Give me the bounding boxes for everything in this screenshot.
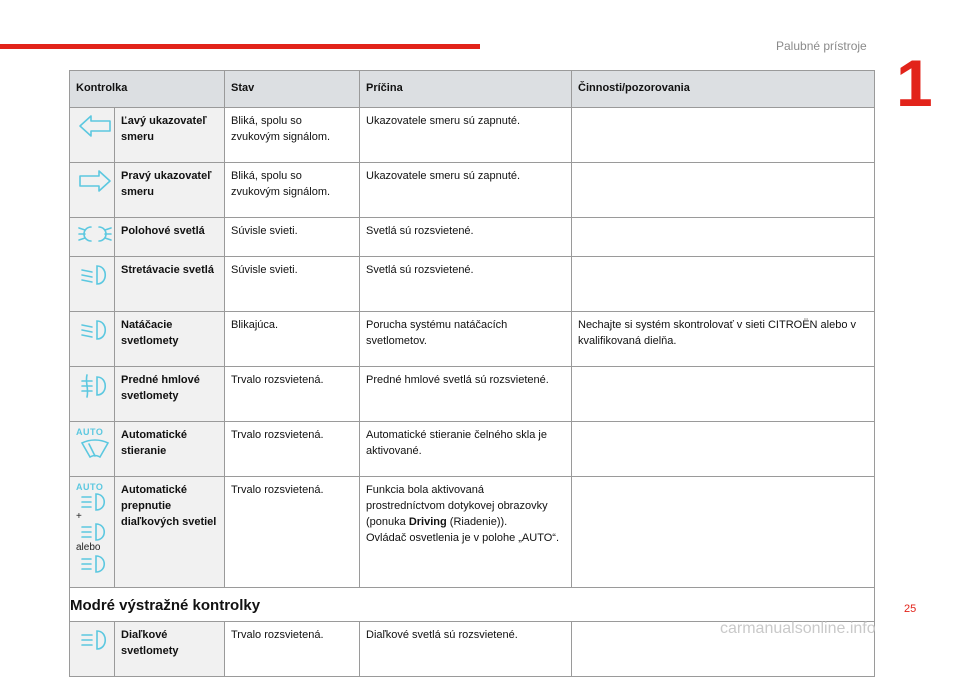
row-name: Predné hmlové svetlomety [115, 367, 225, 422]
section-heading-row [70, 588, 875, 622]
table-row [70, 477, 875, 588]
row-name: Ľavý ukazovateľ smeru [115, 108, 225, 163]
right-turn-arrow-icon [76, 168, 114, 194]
row-pricina: Ukazovatele smeru sú zapnuté. [360, 163, 572, 218]
row-cinnosti: Nechajte si systém skontrolovať v sieti CITROËN alebo v kvalifikovaná dielňa. [572, 312, 875, 367]
row-name: Pravý ukazovateľ smeru [115, 163, 225, 218]
row-name: Stretávacie svetlá [115, 257, 225, 312]
plus-sign: + [76, 511, 82, 522]
main-beam-icon [76, 522, 114, 542]
warning-lights-table [69, 70, 875, 677]
row-stav: Trvalo rozsvietená. [225, 367, 360, 422]
table-row [70, 422, 875, 477]
pricina-text: (Riadenie)). [446, 516, 508, 528]
auto-wiper-icon [76, 437, 114, 461]
row-cinnosti [572, 218, 875, 257]
row-name: Diaľkové svetlomety [115, 622, 225, 677]
row-cinnosti [572, 108, 875, 163]
row-cinnosti [572, 422, 875, 477]
row-cinnosti [572, 163, 875, 218]
dipped-beam-icon [76, 262, 114, 288]
row-cinnosti [572, 477, 875, 588]
row-name: Natáčacie svetlomety [115, 312, 225, 367]
auto-badge: AUTO [76, 427, 104, 437]
row-stav: Trvalo rozsvietená. [225, 622, 360, 677]
position-lights-icon [76, 223, 114, 245]
row-pricina: Ukazovatele smeru sú zapnuté. [360, 108, 572, 163]
chapter-number: 1 [896, 46, 933, 120]
main-beam-icon [76, 554, 114, 574]
row-stav: Trvalo rozsvietená. [225, 422, 360, 477]
row-stav: Súvisle svieti. [225, 218, 360, 257]
row-name: Polohové svetlá [115, 218, 225, 257]
row-pricina: Diaľkové svetlá sú rozsvietené. [360, 622, 572, 677]
table-header-row [70, 71, 875, 108]
left-turn-arrow-icon [76, 113, 114, 139]
row-stav: Súvisle svieti. [225, 257, 360, 312]
row-stav: Bliká, spolu so zvukovým signálom. [225, 108, 360, 163]
row-pricina: Predné hmlové svetlá sú rozsvietené. [360, 367, 572, 422]
auto-high-beam-icon [76, 492, 114, 512]
alternative-label: alebo [76, 542, 101, 553]
row-name: Automatické prepnutie diaľkových svetiel [115, 477, 225, 588]
auto-badge: AUTO [76, 482, 104, 492]
page-header-title: Palubné prístroje [776, 39, 867, 53]
section-title: Modré výstražné kontrolky [70, 597, 261, 614]
row-pricina: Svetlá sú rozsvietené. [360, 257, 572, 312]
table-row [70, 163, 875, 218]
pricina-text: Funkcia bola aktivovaná prostredníctvom dotykovej obrazovky (ponuka [366, 484, 548, 528]
table-row [70, 312, 875, 367]
table-row [70, 218, 875, 257]
col-header-pricina: Príčina [360, 71, 572, 108]
row-pricina: Porucha systému natáčacích svetlometov. [360, 312, 572, 367]
col-header-stav: Stav [225, 71, 360, 108]
row-cinnosti [572, 257, 875, 312]
col-header-cinnosti: Činnosti/pozorovania [572, 71, 875, 108]
pricina-text: Ovládač osvetlenia je v polohe „AUTO“. [366, 532, 559, 544]
row-stav: Trvalo rozsvietená. [225, 477, 360, 588]
front-fog-lights-icon [76, 372, 114, 400]
table-row [70, 108, 875, 163]
col-header-kontrolka: Kontrolka [70, 71, 225, 108]
row-stav: Blikajúca. [225, 312, 360, 367]
main-beam-icon [76, 627, 114, 653]
row-pricina: Svetlá sú rozsvietené. [360, 218, 572, 257]
cornering-lights-icon [76, 317, 114, 343]
table-row [70, 257, 875, 312]
page-number: 25 [904, 603, 917, 615]
row-pricina [360, 477, 572, 588]
row-stav: Bliká, spolu so zvukovým signálom. [225, 163, 360, 218]
menu-keyword: Driving [408, 516, 447, 528]
row-cinnosti [572, 367, 875, 422]
header-accent-bar [0, 44, 480, 49]
watermark: carmanualsonline.info [720, 620, 876, 637]
row-name: Automatické stieranie [115, 422, 225, 477]
table-row [70, 367, 875, 422]
row-pricina: Automatické stieranie čelného skla je aktivované. [360, 422, 572, 477]
